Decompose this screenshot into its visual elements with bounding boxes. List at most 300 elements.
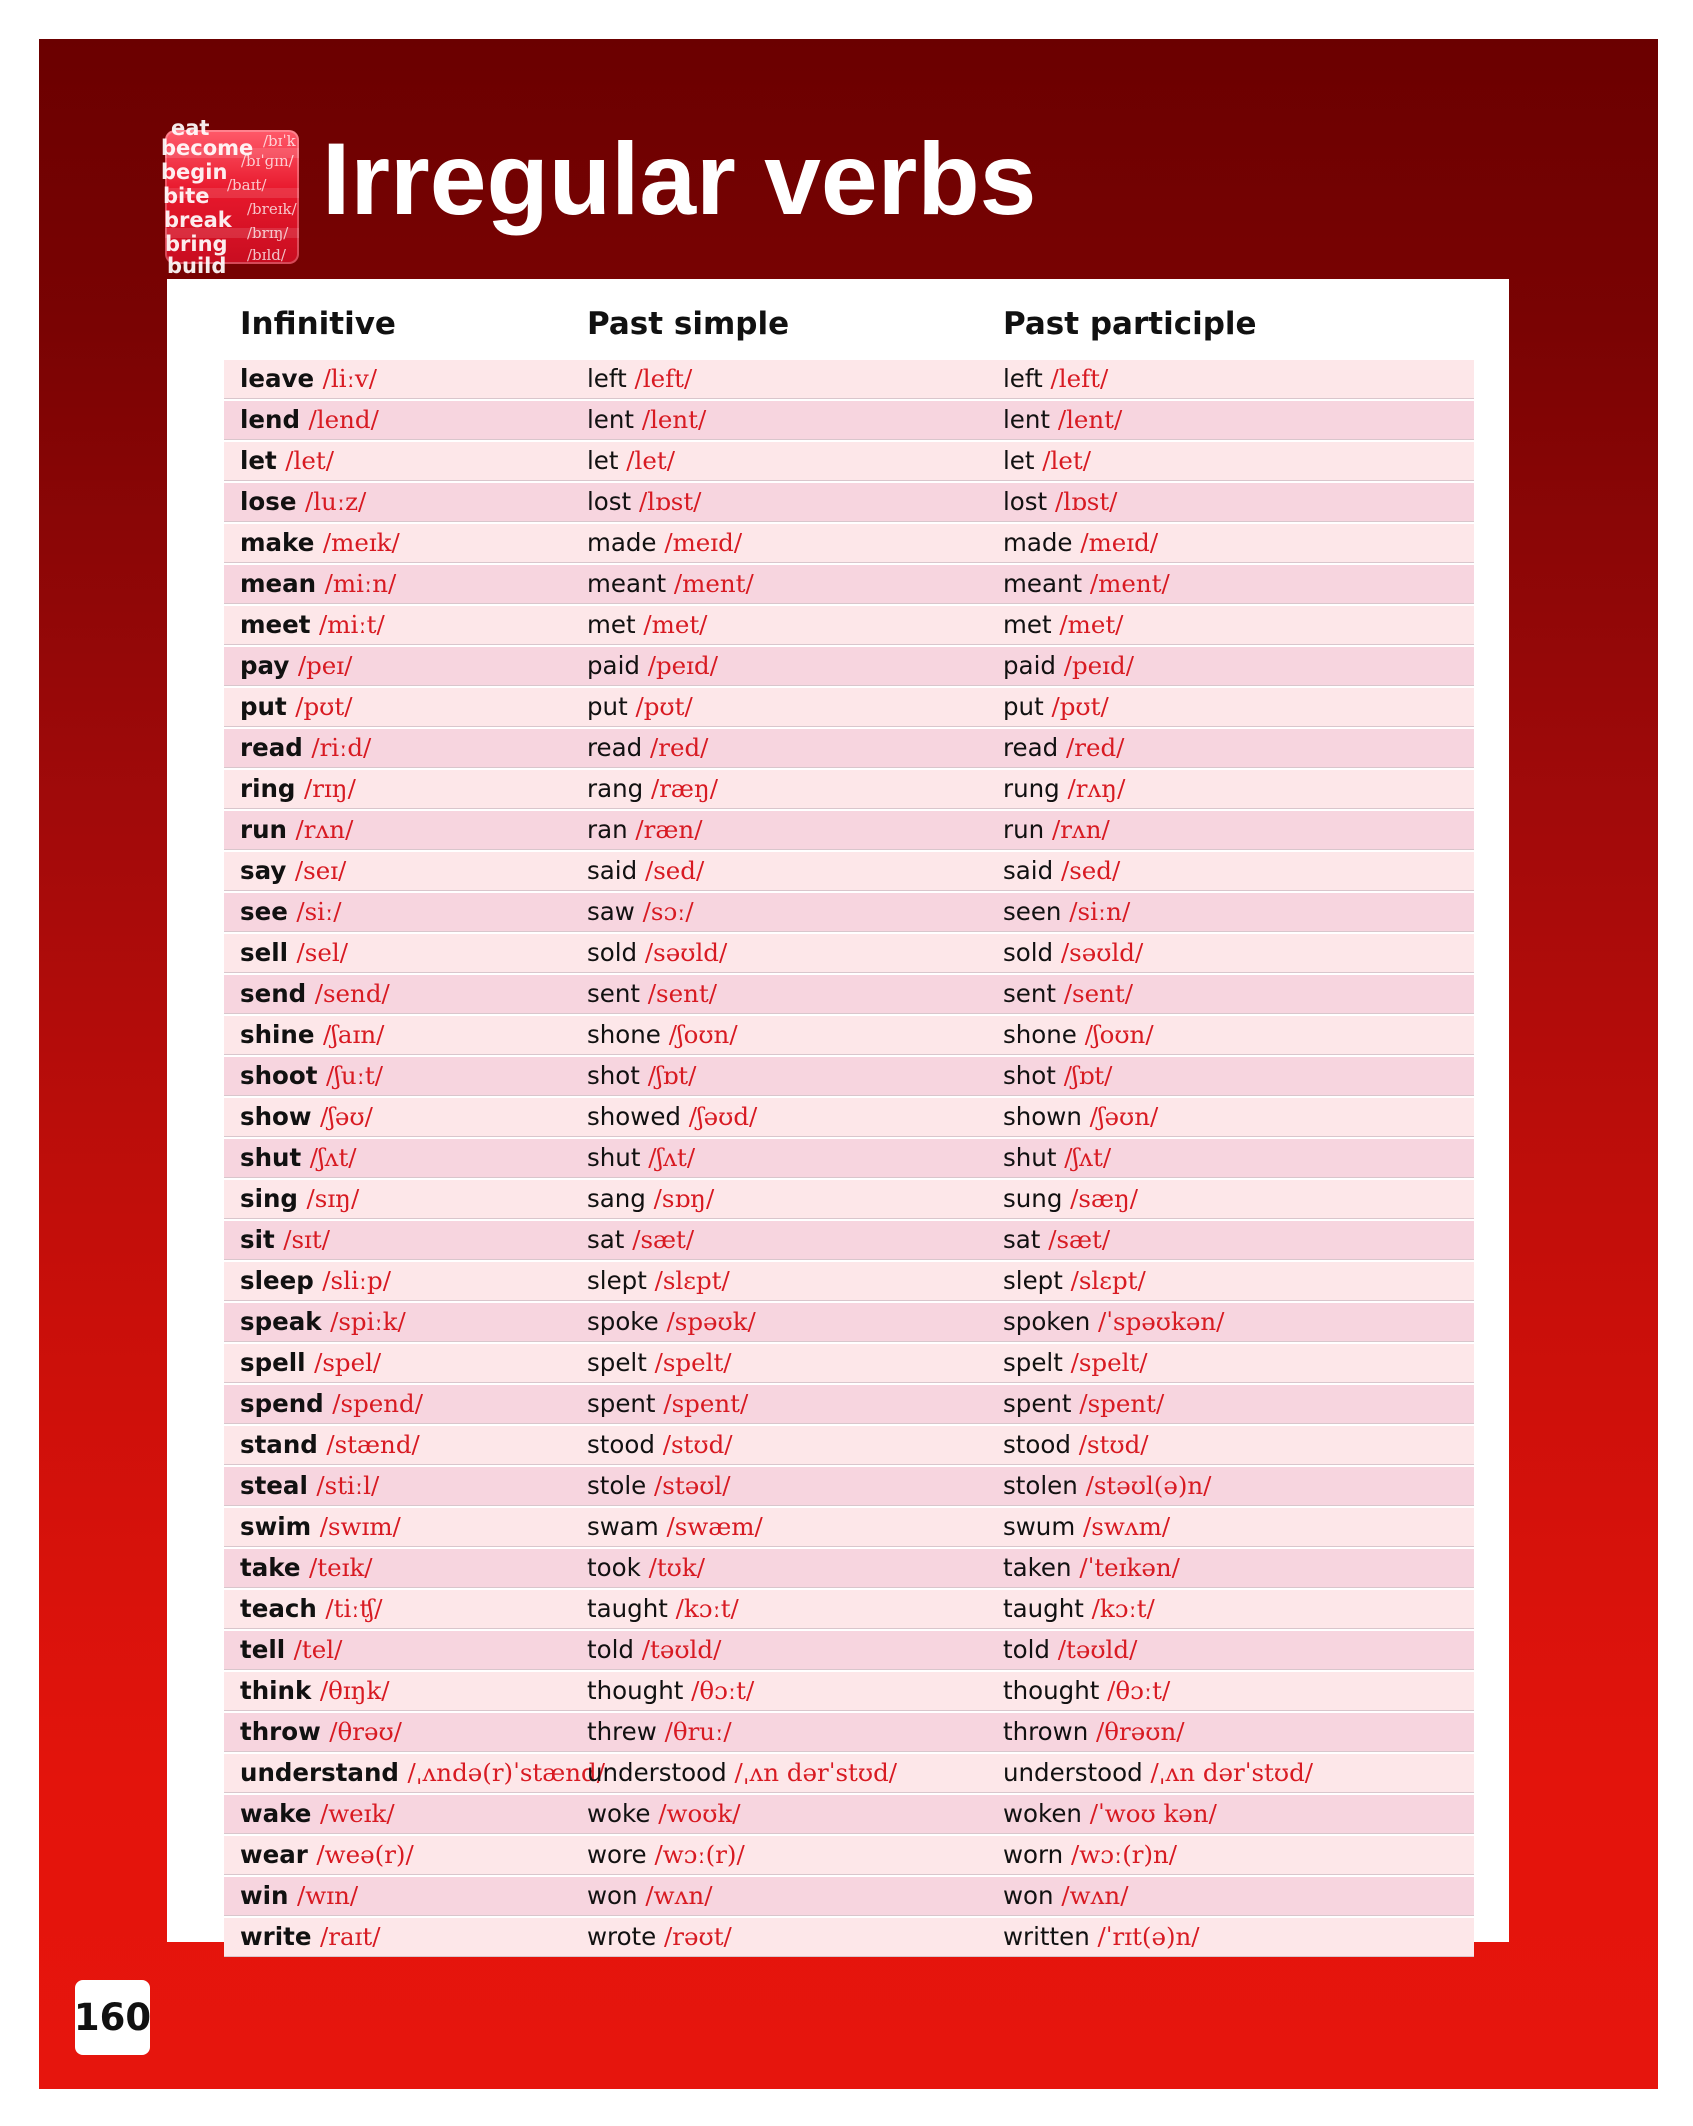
past-participle-phonetic: /sed/ [1060,856,1121,885]
infinitive-word: read [240,733,303,762]
cell-infinitive [240,489,366,515]
past-participle-word: shone [1003,1020,1077,1049]
infinitive-word: swim [240,1512,312,1541]
infinitive-phonetic: /weə(r)/ [316,1840,414,1869]
cell-past-participle [1003,1227,1110,1253]
past-participle-phonetic: /red/ [1065,733,1125,762]
past-simple-phonetic: /sɒŋ/ [653,1184,715,1213]
column-header-infinitive: Infinitive [240,306,396,342]
past-participle-phonetic: /kɔːt/ [1091,1594,1155,1623]
cell-past-participle [1003,1268,1146,1294]
table-row [224,1385,1474,1424]
past-participle-word: understood [1003,1758,1143,1787]
infinitive-word: win [240,1881,289,1910]
past-simple-word: sold [587,938,638,967]
past-participle-word: spoken [1003,1307,1091,1336]
past-simple-word: shone [587,1020,661,1049]
past-simple-phonetic: /swæm/ [666,1512,763,1541]
infinitive-word: send [240,979,307,1008]
infinitive-phonetic: /tiːʧ/ [325,1594,383,1623]
cell-infinitive [240,1104,373,1130]
cell-infinitive [240,858,346,884]
past-participle-word: let [1003,446,1035,475]
cell-past-simple [587,1350,732,1376]
cell-past-participle [1003,1309,1224,1335]
table-row [224,975,1474,1014]
cell-past-simple [587,366,692,392]
infinitive-phonetic: /spel/ [314,1348,382,1377]
cell-past-simple [587,1473,731,1499]
past-simple-phonetic: /sɔː/ [642,897,694,926]
table-row [224,811,1474,850]
cell-past-participle [1003,694,1109,720]
infinitive-phonetic: /seɪ/ [294,856,347,885]
past-participle-phonetic: /peɪd/ [1063,651,1134,680]
column-header-past-participle: Past participle [1003,306,1257,342]
table-row [224,647,1474,686]
past-participle-phonetic: /spent/ [1079,1389,1165,1418]
logo-word: bite [163,184,210,208]
table-row [224,1672,1474,1711]
table-row [224,1180,1474,1219]
past-simple-word: lent [587,405,635,434]
cell-past-participle [1003,858,1120,884]
cell-infinitive [240,981,390,1007]
past-simple-word: taught [587,1594,668,1623]
cell-past-simple [587,1268,730,1294]
cell-past-participle [1003,1719,1184,1745]
past-participle-phonetic: /wɔː(r)n/ [1071,1840,1178,1869]
past-simple-phonetic: /tʊk/ [648,1553,705,1582]
past-participle-phonetic: /ʃɒt/ [1063,1061,1113,1090]
infinitive-word: think [240,1676,312,1705]
table-row [224,1344,1474,1383]
past-participle-word: taken [1003,1553,1072,1582]
table-row [224,1016,1474,1055]
infinitive-word: run [240,815,287,844]
page-number: 160 [75,1980,150,2055]
past-simple-word: thought [587,1676,684,1705]
cell-infinitive [240,1842,414,1868]
cell-infinitive [240,1555,373,1581]
table-row [224,1918,1474,1957]
past-participle-word: spelt [1003,1348,1063,1377]
infinitive-phonetic: /weɪk/ [319,1799,395,1828]
infinitive-phonetic: /sɪŋ/ [306,1184,360,1213]
past-simple-phonetic: /lent/ [641,405,707,434]
table-row [224,401,1474,440]
past-participle-word: sold [1003,938,1054,967]
past-simple-phonetic: /let/ [626,446,675,475]
past-participle-phonetic: /meɪd/ [1080,528,1159,557]
past-simple-word: lost [587,487,632,516]
past-simple-word: shut [587,1143,641,1172]
past-simple-word: shot [587,1061,640,1090]
cell-infinitive [240,571,396,597]
cell-infinitive [240,407,379,433]
past-participle-phonetic: /let/ [1042,446,1091,475]
past-participle-word: taught [1003,1594,1084,1623]
cell-infinitive [240,1637,342,1663]
past-simple-phonetic: /wɔː(r)/ [654,1840,745,1869]
cell-past-participle [1003,366,1108,392]
cell-past-simple [587,899,694,925]
past-participle-phonetic: /siːn/ [1069,897,1131,926]
cell-infinitive [240,530,400,556]
past-simple-word: swam [587,1512,659,1541]
logo-phonetic: /bɪˈɡɪn/ [241,152,294,170]
past-participle-phonetic: /slɛpt/ [1070,1266,1146,1295]
verb-table [224,360,1474,1959]
past-simple-word: told [587,1635,634,1664]
past-participle-phonetic: /ʃoʊn/ [1084,1020,1154,1049]
past-simple-word: paid [587,651,640,680]
table-row [224,934,1474,973]
cell-past-participle [1003,940,1143,966]
infinitive-word: pay [240,651,290,680]
past-participle-phonetic: /lɒst/ [1054,487,1118,516]
past-participle-phonetic: /wʌn/ [1061,1881,1129,1910]
cell-past-simple [587,1596,739,1622]
past-simple-phonetic: /rəʊt/ [664,1922,732,1951]
cell-infinitive [240,1514,401,1540]
cell-infinitive [240,1391,423,1417]
logo-word: begin [161,160,228,184]
infinitive-word: let [240,446,277,475]
cell-past-simple [587,571,754,597]
past-participle-phonetic: /təʊld/ [1057,1635,1138,1664]
past-participle-phonetic: /swʌm/ [1083,1512,1171,1541]
past-participle-word: slept [1003,1266,1063,1295]
past-simple-phonetic: /spelt/ [654,1348,732,1377]
past-simple-phonetic: /kɔːt/ [675,1594,739,1623]
infinitive-word: sing [240,1184,298,1213]
past-participle-word: rung [1003,774,1060,803]
past-simple-word: put [587,692,628,721]
past-simple-word: wore [587,1840,647,1869]
past-participle-word: made [1003,528,1073,557]
infinitive-word: shine [240,1020,315,1049]
past-simple-phonetic: /səʊld/ [644,938,728,967]
infinitive-phonetic: /raɪt/ [319,1922,381,1951]
logo-word: become [161,136,254,160]
past-participle-phonetic: /θrəʊn/ [1096,1717,1185,1746]
logo-word: eat [171,116,210,140]
past-simple-phonetic: /spent/ [663,1389,749,1418]
cell-past-simple [587,1186,714,1212]
past-simple-phonetic: /red/ [649,733,709,762]
infinitive-word: ring [240,774,296,803]
cell-infinitive [240,694,352,720]
past-simple-phonetic: /woʊk/ [658,1799,741,1828]
past-participle-phonetic: /stəʊl(ə)n/ [1085,1471,1212,1500]
past-participle-word: written [1003,1922,1090,1951]
infinitive-phonetic: /riːd/ [311,733,372,762]
past-participle-phonetic: /sæt/ [1048,1225,1111,1254]
past-participle-word: worn [1003,1840,1064,1869]
past-simple-word: rang [587,774,644,803]
infinitive-word: throw [240,1717,321,1746]
cell-infinitive [240,448,334,474]
past-simple-phonetic: /peɪd/ [647,651,718,680]
cell-past-participle [1003,653,1134,679]
past-participle-phonetic: /ˈspəʊkən/ [1098,1307,1225,1336]
cell-past-participle [1003,1924,1200,1950]
cell-past-participle [1003,776,1125,802]
cell-infinitive [240,1350,381,1376]
cell-past-simple [587,448,675,474]
table-row [224,1303,1474,1342]
cell-past-simple [587,1309,756,1335]
past-participle-phonetic: /pʊt/ [1051,692,1109,721]
infinitive-phonetic: /liːv/ [322,364,377,393]
cell-past-participle [1003,1350,1148,1376]
table-row [224,688,1474,727]
past-participle-word: shown [1003,1102,1082,1131]
past-simple-phonetic: /wʌn/ [645,1881,713,1910]
cell-past-participle [1003,530,1158,556]
table-row [224,1426,1474,1465]
past-simple-word: wrote [587,1922,657,1951]
cell-past-simple [587,1842,745,1868]
cell-past-participle [1003,1432,1149,1458]
infinitive-word: shut [240,1143,302,1172]
infinitive-phonetic: /spend/ [332,1389,423,1418]
cell-past-simple [587,858,704,884]
cell-infinitive [240,776,356,802]
infinitive-word: sit [240,1225,275,1254]
table-row [224,893,1474,932]
past-participle-word: shot [1003,1061,1056,1090]
infinitive-word: mean [240,569,317,598]
table-row [224,483,1474,522]
past-participle-word: meant [1003,569,1083,598]
cell-infinitive [240,735,371,761]
past-participle-word: won [1003,1881,1054,1910]
past-participle-word: told [1003,1635,1050,1664]
cell-past-simple [587,1678,754,1704]
past-simple-phonetic: /met/ [643,610,708,639]
infinitive-phonetic: /stiːl/ [316,1471,380,1500]
past-simple-phonetic: /θruː/ [664,1717,732,1746]
infinitive-phonetic: /send/ [314,979,390,1008]
cell-past-participle [1003,1637,1137,1663]
logo-phonetic: /baɪt/ [227,176,267,194]
infinitive-phonetic: /sel/ [296,938,348,967]
cell-past-simple [587,981,717,1007]
past-simple-word: spelt [587,1348,647,1377]
past-simple-word: took [587,1553,641,1582]
past-simple-phonetic: /stʊd/ [662,1430,733,1459]
table-row [224,1836,1474,1875]
infinitive-word: spell [240,1348,306,1377]
cell-past-simple [587,407,706,433]
logo-word: bring [165,232,228,256]
past-participle-phonetic: /spelt/ [1070,1348,1148,1377]
table-row [224,1508,1474,1547]
past-participle-phonetic: /ʃəʊn/ [1089,1102,1159,1131]
past-participle-word: lent [1003,405,1051,434]
infinitive-word: teach [240,1594,317,1623]
infinitive-word: sleep [240,1266,314,1295]
cell-infinitive [240,1186,359,1212]
past-simple-word: left [587,364,627,393]
table-row [224,1139,1474,1178]
logo-phonetic: /brɪŋ/ [247,224,289,242]
infinitive-word: lend [240,405,300,434]
past-simple-phonetic: /left/ [634,364,693,393]
cell-infinitive [240,1883,358,1909]
past-participle-word: stood [1003,1430,1071,1459]
past-simple-phonetic: /spəʊk/ [666,1307,756,1336]
cell-infinitive [240,1473,379,1499]
past-simple-word: meant [587,569,667,598]
past-simple-word: spent [587,1389,656,1418]
past-participle-word: read [1003,733,1059,762]
cell-past-simple [587,694,693,720]
cell-past-participle [1003,1801,1217,1827]
cell-past-simple [587,612,707,638]
infinitive-phonetic: /ʃaɪn/ [323,1020,385,1049]
past-simple-phonetic: /ment/ [673,569,754,598]
cell-infinitive [240,1227,330,1253]
table-row [224,1262,1474,1301]
cell-past-simple [587,940,727,966]
cell-infinitive [240,1145,357,1171]
infinitive-phonetic: /ʃəʊ/ [320,1102,373,1131]
past-simple-phonetic: /ʃʌt/ [648,1143,696,1172]
cell-past-simple [587,1514,763,1540]
past-participle-phonetic: /sæŋ/ [1070,1184,1139,1213]
cell-past-participle [1003,1883,1128,1909]
past-simple-phonetic: /θɔːt/ [691,1676,755,1705]
past-simple-word: showed [587,1102,681,1131]
cell-infinitive [240,1022,384,1048]
past-simple-word: stood [587,1430,655,1459]
infinitive-phonetic: /peɪ/ [297,651,353,680]
past-simple-word: let [587,446,619,475]
past-participle-phonetic: /ment/ [1089,569,1170,598]
past-simple-word: stole [587,1471,647,1500]
past-simple-phonetic: /pʊt/ [635,692,693,721]
past-participle-word: lost [1003,487,1048,516]
infinitive-word: make [240,528,315,557]
past-participle-phonetic: /lent/ [1057,405,1123,434]
past-simple-phonetic: /ˌʌn dərˈstʊd/ [734,1758,898,1787]
infinitive-word: see [240,897,288,926]
cell-infinitive [240,817,353,843]
infinitive-phonetic: /ʃuːt/ [325,1061,383,1090]
infinitive-word: wear [240,1840,308,1869]
cell-past-simple [587,530,742,556]
cell-past-simple [587,653,718,679]
table-row [224,852,1474,891]
infinitive-word: meet [240,610,311,639]
cell-past-participle [1003,1391,1164,1417]
cell-past-simple [587,489,701,515]
infinitive-phonetic: /stænd/ [326,1430,420,1459]
past-simple-word: read [587,733,643,762]
cell-infinitive [240,1309,406,1335]
infinitive-phonetic: /θɪŋk/ [319,1676,390,1705]
past-simple-word: threw [587,1717,657,1746]
past-participle-word: thought [1003,1676,1100,1705]
past-simple-word: slept [587,1266,647,1295]
cell-past-participle [1003,899,1130,925]
past-participle-word: woken [1003,1799,1082,1828]
cell-past-participle [1003,571,1170,597]
past-participle-phonetic: /stʊd/ [1078,1430,1149,1459]
past-participle-word: spent [1003,1389,1072,1418]
table-row [224,1713,1474,1752]
table-row [224,442,1474,481]
table-row [224,729,1474,768]
infinitive-word: stand [240,1430,318,1459]
infinitive-word: understand [240,1758,399,1787]
past-simple-word: sent [587,979,640,1008]
cell-past-simple [587,1719,732,1745]
past-participle-phonetic: /səʊld/ [1060,938,1144,967]
past-participle-phonetic: /θɔːt/ [1107,1676,1171,1705]
cell-past-simple [587,1432,733,1458]
cell-infinitive [240,940,348,966]
past-participle-phonetic: /rʌŋ/ [1067,774,1126,803]
past-simple-phonetic: /ræn/ [635,815,703,844]
cell-past-participle [1003,735,1124,761]
table-row [224,1590,1474,1629]
cell-infinitive [240,1268,391,1294]
past-participle-word: shut [1003,1143,1057,1172]
cell-past-participle [1003,981,1133,1007]
cell-past-participle [1003,448,1091,474]
infinitive-phonetic: /lend/ [308,405,379,434]
past-participle-phonetic: /rʌn/ [1051,815,1110,844]
table-row [224,1098,1474,1137]
infinitive-phonetic: /meɪk/ [322,528,400,557]
past-participle-word: said [1003,856,1054,885]
infinitive-phonetic: /ˌʌndə(r)ˈstænd/ [407,1758,605,1787]
cell-past-simple [587,1760,897,1786]
past-simple-phonetic: /lɒst/ [638,487,702,516]
past-simple-phonetic: /slɛpt/ [654,1266,730,1295]
past-participle-word: thrown [1003,1717,1089,1746]
past-simple-phonetic: /sent/ [647,979,717,1008]
past-simple-word: ran [587,815,628,844]
table-row [224,1795,1474,1834]
past-simple-phonetic: /ʃɒt/ [647,1061,697,1090]
past-simple-word: woke [587,1799,651,1828]
past-simple-phonetic: /sæt/ [632,1225,695,1254]
page-title: Irregular verbs [322,122,1037,236]
infinitive-phonetic: /sɪt/ [283,1225,330,1254]
infinitive-phonetic: /let/ [285,446,334,475]
cell-infinitive [240,1801,395,1827]
infinitive-phonetic: /luːz/ [304,487,367,516]
past-participle-phonetic: /left/ [1050,364,1109,393]
infinitive-word: lose [240,487,297,516]
past-simple-word: said [587,856,638,885]
table-row [224,524,1474,563]
table-row [224,1877,1474,1916]
cell-infinitive [240,1719,402,1745]
cell-past-simple [587,776,718,802]
cell-past-simple [587,1391,748,1417]
past-participle-word: left [1003,364,1043,393]
cell-past-participle [1003,1555,1180,1581]
past-participle-phonetic: /ˈteɪkən/ [1079,1553,1180,1582]
cell-past-participle [1003,1842,1177,1868]
past-simple-word: met [587,610,636,639]
